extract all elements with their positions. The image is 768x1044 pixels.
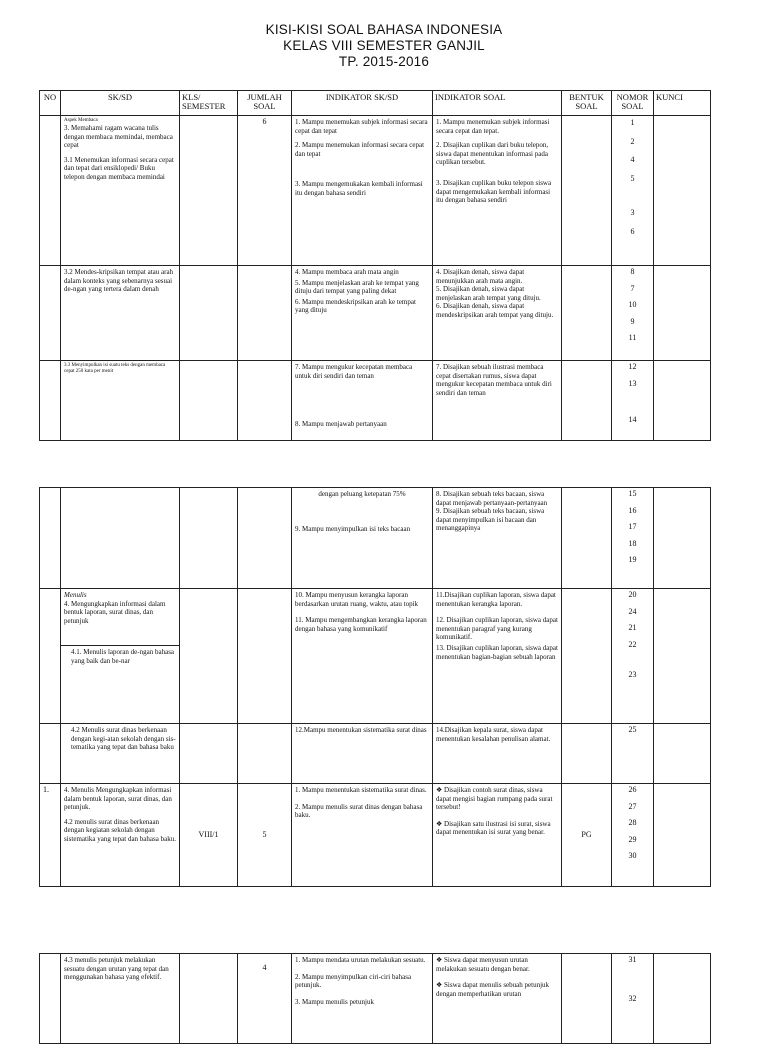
- sksd-cell: [61, 589, 180, 724]
- indikator-sksd-cell: 12.Mampu menentukan sistematika surat dinas: [292, 724, 433, 784]
- nomor-cell: [612, 954, 654, 1044]
- indikator-soal-cell: [433, 784, 562, 887]
- indikator-item: 5. Disajikan denah, siswa dapat menjelaskan arah tempat yang dituju.: [436, 285, 541, 302]
- indikator-item: 8. Disajikan sebuah teks bacaan, siswa dapat menjawab pertanyaan-pertanyaan: [436, 490, 548, 507]
- kls-cell: VIII/1: [180, 784, 238, 887]
- kd-text: 4.1. Menulis laporan de-ngan bahasa yang baik dan be-nar: [71, 648, 175, 665]
- indikator-sksd-cell: [292, 116, 433, 266]
- indikator-soal-cell: [433, 488, 562, 589]
- indikator-item: 6. Disajikan denah, siswa dapat mendeskripsikan arah tempat yang dituju.: [436, 302, 554, 319]
- nomor-item: 14: [628, 415, 637, 425]
- sk-heading: Aspek Membaca: [64, 118, 98, 123]
- table-row: [40, 488, 711, 589]
- col-bentuk: BENTUK SOAL: [562, 91, 612, 116]
- kisi-table-1: [39, 90, 711, 441]
- table-row: [40, 266, 711, 361]
- nomor-item: 26: [628, 785, 637, 794]
- kisi-table-2: [39, 487, 711, 887]
- nomor-item: 6: [630, 226, 635, 236]
- indikator-soal-cell: [433, 361, 562, 441]
- col-indikator-soal: INDIKATOR SOAL: [433, 91, 562, 116]
- nomor-item: 8: [630, 267, 635, 276]
- kd-cell: [61, 361, 180, 441]
- nomor-item: 31: [628, 955, 637, 964]
- nomor-item: 28: [628, 818, 637, 828]
- indikator-item: 10. Mampu menyusun kerangka laporan berdasarkan urutan ruang, waktu, atau topik: [295, 591, 419, 608]
- sksd-cell: [61, 784, 180, 887]
- nomor-cell: [612, 724, 654, 784]
- indikator-soal-cell: [433, 116, 562, 266]
- nomor-item: 11: [628, 333, 637, 343]
- nomor-item: 3: [630, 208, 635, 218]
- indikator-item: 2. Mampu menyimpulkan ciri-ciri bahasa petunjuk.: [295, 972, 412, 990]
- indikator-soal-cell: [433, 954, 562, 1044]
- nomor-item: 18: [628, 538, 637, 548]
- indikator-sksd-cell: [292, 361, 433, 441]
- bullet-icon: ❖: [436, 956, 445, 964]
- jumlah-cell: 6: [238, 116, 292, 266]
- indikator-item: Siswa dapat menulis sebuah petunjuk dengan memperhatikan urutan: [436, 981, 550, 998]
- table-row: [40, 724, 711, 784]
- doc-title: KISI-KISI SOAL BAHASA INDONESIA: [265, 22, 503, 37]
- nomor-cell: [612, 488, 654, 589]
- indikator-item: 12. Disajikan cuplikan laporan, siswa dapat menentukan paragraf yang kurang komunikatif.: [436, 616, 558, 642]
- indikator-sksd-cell: [292, 784, 433, 887]
- indikator-item: 9. Mampu menyimpulkan isi teks bacaan: [295, 524, 411, 533]
- indikator-item: Disajikan contoh surat dinas, siswa dapat mengisi bagian rumpang pada surat tersebut!: [436, 786, 553, 812]
- nomor-item: 13: [628, 378, 637, 388]
- nomor-cell: [612, 589, 654, 724]
- indikator-item: 2. Mampu menemukan informasi secara cepat dan tepat: [295, 141, 425, 158]
- header-row: [40, 91, 711, 116]
- indikator-item: Disajikan satu ilustrasi isi surat, siswa dapat menentukan isi surat yang benar.: [436, 819, 551, 837]
- indikator-item: 4. Disajikan denah, siswa dapat menunjukkan arah mata angin.: [436, 268, 525, 285]
- indikator-sksd-cell: [292, 488, 433, 589]
- nomor-item: 27: [628, 801, 637, 811]
- sk-text: 4. Mengungkapkan informasi dalam bentuk laporan, surat dinas, dan petunjuk: [64, 599, 166, 625]
- indikator-item: 7. Disajikan sebuah ilustrasi membaca cepat disertakan rumus, siswa dapat mengukur kecepatan membaca untuk diri sendiri dan teman: [436, 363, 552, 397]
- table-row: [40, 361, 711, 441]
- kd-text: 4.2 menulis surat dinas berkenaan dengan kegiatan sekolah dengan sistematika yang tepat dan bahasa baku.: [64, 817, 176, 843]
- nomor-item: 20: [628, 590, 637, 599]
- nomor-item: 30: [628, 851, 637, 861]
- col-nomor: NOMOR SOAL: [612, 91, 654, 116]
- col-indikator-sksd: INDIKATOR SK/SD: [292, 91, 433, 116]
- nomor-item: 12: [628, 362, 637, 371]
- no-cell: 1.: [40, 784, 61, 887]
- bullet-icon: ❖: [436, 786, 445, 794]
- sk-text: 3. Memahami ragam wacana tulis dengan membaca memindai, membaca cepat: [64, 124, 173, 150]
- indikator-item: 5. Mampu menjelaskan arah ke tempat yang dituju dari tempat yang paling dekat: [295, 278, 419, 296]
- indikator-soal-cell: [433, 589, 562, 724]
- indikator-item: 1. Mampu menentukan sistematika surat dinas.: [295, 786, 427, 794]
- kd-cell: 3.2 Mendes-kripsikan tempat atau arah dalam konteks yang sebenarnya sesuai de-ngan yang tertera dalam denah: [61, 266, 180, 361]
- nomor-item: 15: [628, 489, 637, 498]
- indikator-item: 1. Mampu menemukan subjek informasi secara cepat dan tepat: [295, 118, 428, 135]
- indikator-item: 1. Mampu mendata urutan melakukan sesuatu.: [295, 956, 426, 964]
- indikator-item: 3. Disajikan cuplikan buku telepon siswa dapat mengemukakan kembali informasi itu dengan bahasa sendiri: [436, 178, 552, 205]
- indikator-item: 9. Disajikan sebuah teks bacaan, siswa dapat menyimpulkan isi bacaan dan menanggapinya: [436, 507, 545, 533]
- sk-text: 4. Menulis Mengungkapkan informasi dalam bentuk laporan, surat dinas, dan petunjuk.: [64, 786, 172, 812]
- indikator-sksd-cell: [292, 266, 433, 361]
- doc-class: KELAS VIII SEMESTER GANJIL: [283, 38, 485, 53]
- indikator-soal-cell: 14.Disajikan kepala surat, siswa dapat menentukan kesalahan penulisan alamat.: [433, 724, 562, 784]
- kd-cell: 4.3 menulis petunjuk melakukan sesuatu dengan urutan yang tepat dan menggunakan bahasa yang efektif.: [61, 954, 180, 1044]
- table-row: [40, 116, 711, 266]
- kd-text: 3.3 Menyimpulkan isi suatu teks dengan membaca cepat 250 kata per menit: [64, 363, 166, 374]
- bullet-icon: ❖: [436, 819, 445, 828]
- bentuk-cell: PG: [562, 784, 612, 887]
- kisi-table-3: [39, 953, 711, 1044]
- nomor-cell: [612, 784, 654, 887]
- table-row: [40, 954, 711, 1044]
- nomor-cell: [612, 361, 654, 441]
- kd-text: 3.1 Menemukan informasi secara cepat dan tepat dari ensiklopedi/ Buku telepon dengan membaca memindai: [64, 155, 174, 181]
- indikator-item: 2. Mampu menulis surat dinas dengan bahasa baku.: [295, 802, 423, 820]
- table-row: [40, 589, 711, 724]
- nomor-item: 25: [628, 725, 637, 734]
- jumlah-cell: 4: [238, 954, 292, 1044]
- nomor-item: 9: [630, 316, 635, 326]
- nomor-item: 7: [630, 283, 635, 293]
- doc-year: TP. 2015-2016: [338, 54, 430, 69]
- nomor-item: 5: [630, 173, 635, 183]
- jumlah-cell: 5: [238, 784, 292, 887]
- indikator-item: Siswa dapat menyusun urutan melakukan sesuatu dengan benar.: [436, 956, 530, 973]
- sk-heading: Menulis: [64, 591, 87, 599]
- table-row: [40, 784, 711, 887]
- nomor-cell: [612, 116, 654, 266]
- bullet-icon: ❖: [436, 981, 445, 990]
- col-kls: KLS/ SEMESTER: [180, 91, 238, 116]
- nomor-item: 16: [628, 505, 637, 515]
- indikator-item: 1. Mampu menemukan subjek informasi secara cepat dan tepat.: [436, 118, 550, 135]
- nomor-item: 23: [628, 670, 637, 680]
- col-no: NO: [40, 91, 61, 116]
- nomor-item: 4: [630, 155, 635, 165]
- nomor-item: 32: [628, 993, 637, 1003]
- indikator-item: dengan peluang ketepatan 75%: [318, 490, 406, 498]
- indikator-item: 7. Mampu mengukur kecepatan membaca untuk diri sendiri dan teman: [295, 363, 413, 380]
- sksd-cell: [61, 116, 180, 266]
- nomor-item: 19: [628, 555, 637, 565]
- indikator-sksd-cell: [292, 954, 433, 1044]
- nomor-item: 2: [630, 136, 635, 146]
- nomor-item: 17: [628, 522, 637, 532]
- nomor-item: 24: [628, 606, 637, 616]
- indikator-item: 4. Mampu membaca arah mata angin: [295, 268, 399, 276]
- indikator-item: 11.Disajikan cuplikan laporan, siswa dapat menentukan kerangka laporan.: [436, 591, 556, 608]
- col-jumlah: JUMLAH SOAL: [238, 91, 292, 116]
- indikator-item: 13. Disajikan cuplikan laporan, siswa dapat menentukan bagian-bagian sebuah laporan: [436, 643, 558, 661]
- nomor-item: 1: [630, 118, 635, 127]
- indikator-item: 11. Mampu mengembangkan kerangka laporan dengan bahasa yang komunikatif: [295, 616, 427, 633]
- indikator-item: 6. Mampu mendeskripsikan arah ke tempat yang dituju: [295, 297, 416, 315]
- indikator-item: 8. Mampu menjawab pertanyaan: [295, 420, 387, 429]
- indikator-sksd-cell: [292, 589, 433, 724]
- nomor-item: 22: [628, 639, 637, 649]
- nomor-item: 21: [628, 623, 637, 633]
- kd-cell: 4.2 Menulis surat dinas berkenaan dengan kegi-atan sekolah dengan sis-tematika yang tepat dan bahasa baku: [61, 724, 180, 784]
- indikator-item: 3. Mampu mengemukakan kembali informasi itu dengan bahasa sendiri: [295, 180, 423, 197]
- indikator-item: 2. Disajikan cuplikan dari buku telepon, siswa dapat menentukan informasi pada cuplikan tersebut.: [436, 141, 549, 167]
- indikator-item: 3. Mampu menulis petunjuk: [295, 997, 374, 1006]
- nomor-item: 10: [628, 300, 637, 310]
- nomor-item: 29: [628, 834, 637, 844]
- nomor-cell: [612, 266, 654, 361]
- col-kunci: KUNCI: [654, 91, 711, 116]
- indikator-soal-cell: [433, 266, 562, 361]
- col-sksd: SK/SD: [61, 91, 180, 116]
